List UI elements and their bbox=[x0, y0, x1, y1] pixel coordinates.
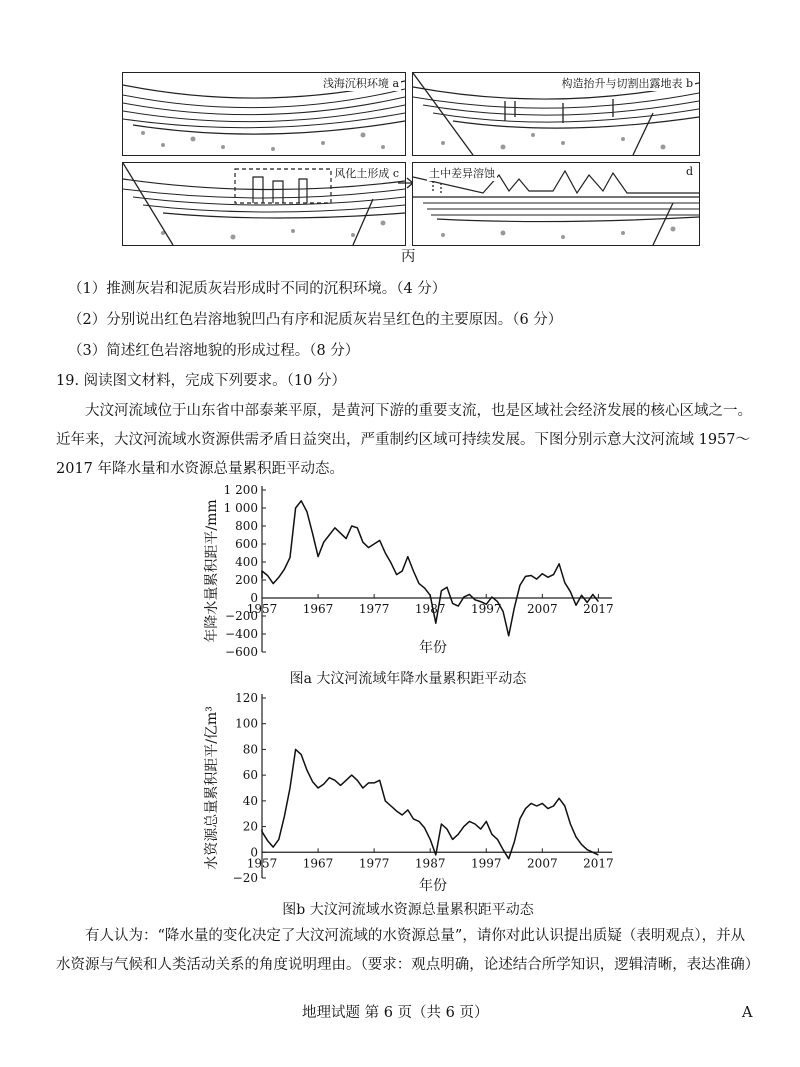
chart-a-ylabel: 年降水量累积距平/mm bbox=[204, 499, 220, 643]
chart-a-xtick-label: 1987 bbox=[414, 602, 446, 616]
chart-a-xtick-label: 2007 bbox=[527, 602, 558, 616]
chart-b-ytick-label: 120 bbox=[235, 691, 258, 705]
question-3: （3）简述红色岩溶地貌的形成过程。（8 分） bbox=[68, 343, 360, 359]
figure-bing-caption: 丙 bbox=[401, 249, 416, 265]
chart-a-xtick-label: 1977 bbox=[358, 602, 390, 616]
figure-bing bbox=[0, 0, 800, 270]
chart-a-ytick-label: −400 bbox=[225, 627, 258, 641]
chart-a-xtick-label: 1967 bbox=[302, 602, 334, 616]
chart-a-title: 图a 大汶河流域年降水量累积距平动态 bbox=[289, 671, 527, 687]
chart-b-ytick-label: 40 bbox=[242, 793, 258, 808]
chart-b-xtick-label: 1967 bbox=[302, 856, 334, 871]
chart-a-precipitation bbox=[180, 480, 640, 692]
chart-a-ytick-label: 1 000 bbox=[223, 501, 258, 515]
chart-a-xlabel: 年份 bbox=[419, 640, 447, 656]
chart-a-ytick-label: −200 bbox=[225, 609, 258, 623]
chart-a-ytick-label: 200 bbox=[235, 573, 258, 587]
chart-a-ytick-label: 0 bbox=[250, 591, 258, 605]
chart-b-xtick-label: 2017 bbox=[583, 856, 614, 871]
chart-b-ytick-label: 100 bbox=[235, 716, 258, 731]
question-1: （1）推测灰岩和泥质灰岩形成时不同的沉积环境。（4 分） bbox=[68, 281, 447, 297]
chart-a-xtick-label: 1957 bbox=[246, 602, 278, 616]
chart-b-xtick-label: 1987 bbox=[414, 856, 446, 871]
panel-c-label: 风化土形成 c bbox=[334, 167, 399, 180]
chart-b-xtick-label: 1977 bbox=[358, 856, 390, 871]
chart-a-ytick-label: 1 200 bbox=[223, 483, 258, 497]
panel-a bbox=[122, 72, 406, 156]
question-2: （2）分别说出红色岩溶地貌凹凸有序和泥质灰岩呈红色的主要原因。（6 分） bbox=[68, 312, 563, 328]
panel-d-letter: d bbox=[685, 165, 693, 178]
chart-b-ylabel: 水资源总量累积距平/亿m³ bbox=[204, 706, 220, 870]
chart-b-title: 图b 大汶河流域水资源总量累积距平动态 bbox=[282, 902, 534, 918]
chart-a-ytick-label: 800 bbox=[235, 519, 258, 533]
chart-b-xlabel: 年份 bbox=[419, 878, 447, 894]
footer-version: A bbox=[742, 1005, 753, 1021]
chart-b-ytick-label: 60 bbox=[242, 768, 258, 783]
chart-a-ytick-label: 400 bbox=[235, 555, 258, 569]
chart-b-xtick-label: 1957 bbox=[246, 856, 278, 871]
chart-a-ytick-label: 600 bbox=[235, 537, 258, 551]
panel-b-label: 构造抬升与切割出露地表 b bbox=[561, 77, 693, 90]
chart-b-ytick-label: 0 bbox=[250, 845, 258, 860]
chart-b-ytick-label: 20 bbox=[242, 819, 258, 834]
chart-a-xtick-label: 2017 bbox=[583, 602, 614, 616]
chart-a-xtick-label: 1997 bbox=[470, 602, 502, 616]
panel-c bbox=[122, 162, 406, 246]
q19-material: 大汶河流域位于山东省中部泰莱平原，是黄河下游的重要支流，也是区域社会经济发展的核心区域之一。近年来，大汶河流域水资源供需矛盾日益突出，严重制约区域可持续发展。下图分别示意大汶河流域 1957～2017 年降水量和水资源总量累积距平动态。 bbox=[56, 403, 752, 477]
chart-b-xtick-label: 2007 bbox=[527, 856, 558, 871]
chart-b-water-resources bbox=[180, 690, 640, 922]
panel-b bbox=[412, 72, 700, 156]
panel-a-label: 浅海沉积环境 a bbox=[322, 77, 399, 90]
chart-b-ytick-label: −20 bbox=[232, 871, 258, 885]
chart-a-ytick-label: −600 bbox=[225, 645, 258, 659]
chart-b-ytick-label: 80 bbox=[242, 742, 258, 757]
chart-b-series-line bbox=[262, 749, 598, 858]
chart-b-xtick-label: 1997 bbox=[470, 856, 502, 871]
panel-d bbox=[412, 162, 700, 246]
q19-prompt: 有人认为：“降水量的变化决定了大汶河流域的水资源总量”，请你对此认识提出质疑（表明观点），并从水资源与气候和人类活动关系的角度说明理由。（要求：观点明确，论述结合所学知识，逻辑清晰，表达准确） bbox=[56, 928, 760, 973]
footer-page-number: 地理试题 第 6 页（共 6 页） bbox=[302, 1005, 489, 1021]
q19-title: 19. 阅读图文材料，完成下列要求。（10 分） bbox=[56, 373, 346, 389]
panel-d-label: 土中差异溶蚀 bbox=[429, 167, 495, 180]
